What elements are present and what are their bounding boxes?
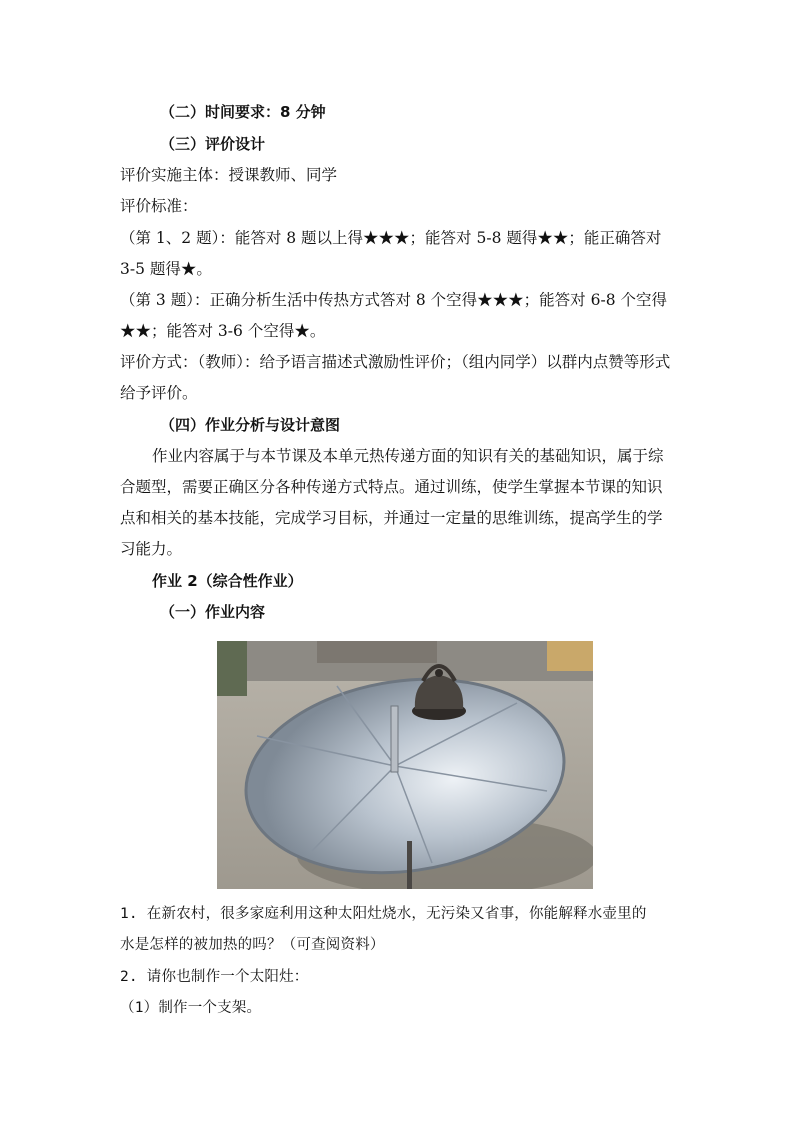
paragraph-line: 作业内容属于与本节课及本单元热传递方面的知识有关的基础知识，属于综: [152, 447, 664, 465]
paragraph-line: 习能力。: [120, 540, 183, 558]
solar-cooker-photo: [217, 641, 593, 889]
paragraph-line: （第 1、2 题）：能答对 8 题以上得★★★；能答对 5-8 题得★★；能正确答对: [120, 229, 662, 247]
paragraph-line: 点和相关的基本技能，完成学习目标，并通过一定量的思维训练，提高学生的学: [120, 509, 663, 527]
paragraph-line: 给予评价。: [120, 384, 198, 402]
paragraph-line: 合题型，需要正确区分各种传递方式特点。通过训练，使学生掌握本节课的知识: [120, 478, 663, 496]
section-time-heading: （二）时间要求：8 分钟: [160, 103, 326, 121]
question-1-line: 1. 在新农村，很多家庭利用这种太阳灶烧水，无污染又省事，你能解释水壶里的: [120, 906, 647, 922]
section-eval-heading: （三）评价设计: [160, 135, 266, 153]
paragraph-line: 3-5 题得★。: [120, 260, 212, 278]
paragraph-line: （第 3 题）：正确分析生活中传热方式答对 8 个空得★★★；能答对 6-8 个空得: [120, 291, 667, 309]
section-analysis-heading: （四）作业分析与设计意图: [160, 416, 341, 434]
question-2-line: 2. 请你也制作一个太阳灶：: [120, 969, 309, 985]
paragraph-line: 评价标准：: [120, 197, 198, 215]
assignment-2-heading: 作业 2（综合性作业）: [152, 572, 303, 590]
paragraph-line: 评价方式：（教师）：给予语言描述式激励性评价；（组内同学）以群内点赞等形式: [120, 353, 671, 371]
question-1-line: 水是怎样的被加热的吗？（可查阅资料）: [120, 937, 385, 953]
question-2-step-1: （1）制作一个支架。: [120, 1000, 262, 1016]
section-content-heading: （一）作业内容: [160, 603, 266, 621]
paragraph-line: 评价实施主体：授课教师、同学: [120, 166, 338, 184]
paragraph-line: ★★；能答对 3-6 个空得★。: [120, 322, 326, 340]
